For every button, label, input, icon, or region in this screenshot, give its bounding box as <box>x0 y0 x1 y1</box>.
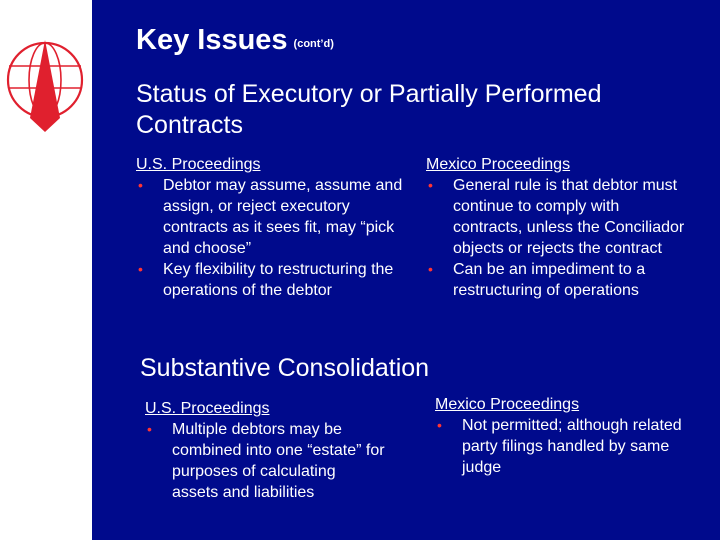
list-item <box>136 259 404 301</box>
bullet-icon: • <box>437 417 442 433</box>
bullet-icon: • <box>147 421 152 437</box>
globe-triangle-icon <box>0 36 92 136</box>
globe-triangle-logo <box>0 36 92 136</box>
mexico-proceedings-column-1 <box>426 154 688 301</box>
list-item-text: Debtor may assume, assume and assign, or reject executory contracts as it sees fit, may “pick and choose” <box>163 177 403 257</box>
list-item <box>426 175 688 259</box>
us-proceedings-column-1 <box>136 154 404 301</box>
mexico-proceedings-column-2 <box>435 394 695 478</box>
us-proceedings-column-2 <box>145 398 385 503</box>
title-cont: (cont’d) <box>293 38 334 50</box>
list-item <box>136 175 404 259</box>
us-heading-2: U.S. Proceedings <box>145 400 270 417</box>
mexico-heading-2: Mexico Proceedings <box>435 396 580 413</box>
logo-strip <box>0 0 92 540</box>
mexico-heading-1: Mexico Proceedings <box>426 156 571 173</box>
list-item-text: Can be an impediment to a restructuring of operations <box>453 261 646 299</box>
us-heading-1: U.S. Proceedings <box>136 156 261 173</box>
title-main: Key Issues <box>136 24 288 56</box>
content-panel <box>92 0 720 540</box>
list-item-text: Not permitted; although related party filings handled by same judge <box>462 417 682 476</box>
bullet-icon: • <box>138 261 143 277</box>
list-item-text: Multiple debtors may be combined into one “estate” for purposes of calculating assets and liabilities <box>172 421 385 501</box>
list-item <box>145 419 385 503</box>
bullet-icon: • <box>428 177 433 193</box>
section-2-title: Substantive Consolidation <box>140 354 430 382</box>
bullet-icon: • <box>428 261 433 277</box>
list-item-text: General rule is that debtor must continue to comply with contracts, unless the Conciliador objects or rejects the contract <box>453 177 685 257</box>
bullet-icon: • <box>138 177 143 193</box>
list-item <box>435 415 695 478</box>
list-item-text: Key flexibility to restructuring the operations of the debtor <box>163 261 394 299</box>
section-1-title: Status of Executory or Partially Performed Contracts <box>136 80 602 139</box>
list-item <box>426 259 688 301</box>
page-title <box>136 24 334 57</box>
